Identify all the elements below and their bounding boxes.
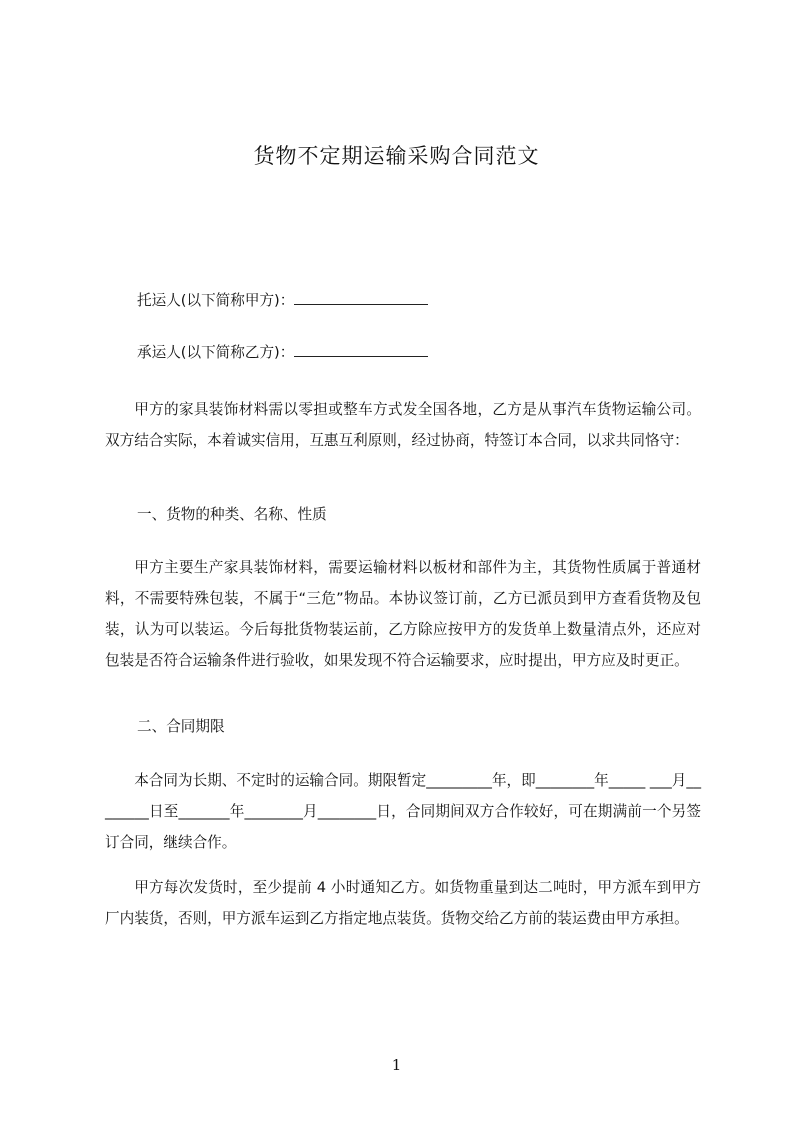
term-paragraph: 本合同为长期、不定时的运输合同。期限暂定_________年，即________年_____ ___月________日至_______年________月________日，合同期间双方合作较好，可在期满前一个另签订合同，继续合作。 <box>105 772 701 851</box>
carrier-blank <box>294 341 428 357</box>
section-heading-term: 二、合同期限 <box>137 718 225 735</box>
intro-paragraph: 甲方的家具装饰材料需以零担或整车方式发全国各地，乙方是从事汽车货物运输公司。双方结合实际，本着诚实信用，互惠互利原则，经过协商，特签订本合同，以求共同恪守： <box>105 401 701 449</box>
carrier-label: 承运人(以下简称乙方)： <box>137 344 295 361</box>
carrier-line <box>137 341 428 365</box>
page-number: 1 <box>391 1056 402 1074</box>
delivery-paragraph: 甲方每次发货时，至少提前 4 小时通知乙方。如货物重量到达二吨时，甲方派车到甲方厂内装货，否则，甲方派车运到乙方指定地点装货。货物交给乙方前的装运费由甲方承担。 <box>105 879 701 927</box>
shipper-line <box>137 289 428 313</box>
shipper-blank <box>294 289 428 305</box>
goods-paragraph: 甲方主要生产家具装饰材料，需要运输材料以板材和部件为主，其货物性质属于普通材料，不需要特殊包装，不属于“三危”物品。本协议签订前，乙方已派员到甲方查看货物及包装，认为可以装运。今后每批货物装运前，乙方除应按甲方的发货单上数量清点外，还应对包装是否符合运输条件进行验收，如果发现不符合运输要求，应时提出，甲方应及时更正。 <box>105 559 701 669</box>
section-heading-goods: 一、货物的种类、名称、性质 <box>137 506 327 523</box>
shipper-label: 托运人(以下简称甲方)： <box>137 292 295 309</box>
document-title: 货物不定期运输采购合同范文 <box>253 144 540 168</box>
